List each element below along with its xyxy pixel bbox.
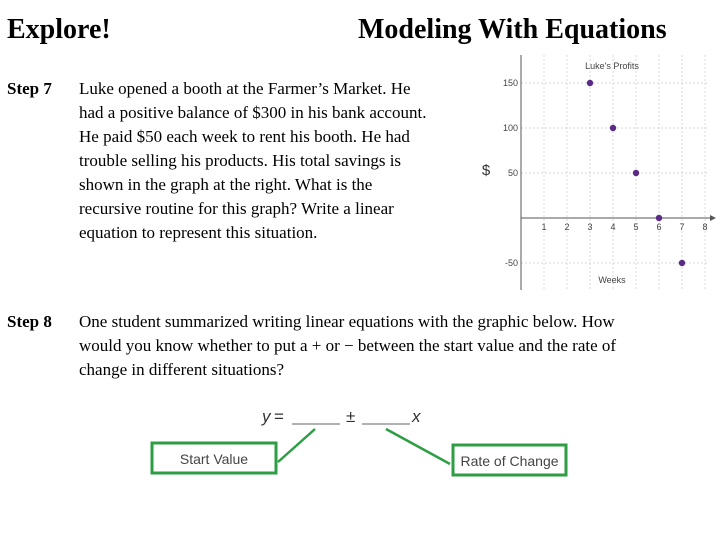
step8-line: would you know whether to put a + or − between the start value and the rate of: [79, 336, 617, 355]
x-tick-label: 1: [541, 222, 547, 232]
step7-line: shown in the graph at the right. What is the: [79, 175, 373, 194]
x-axis-arrow: [710, 215, 716, 221]
data-point: [587, 80, 593, 86]
y-tick-label: 50: [507, 168, 518, 178]
x-tick-label: 4: [610, 222, 616, 232]
step7-line: He paid $50 each week to rent his booth. He had: [79, 127, 410, 146]
y-tick-label: 150: [502, 78, 518, 88]
step8-line: change in different situations?: [79, 360, 285, 379]
step7-text: [79, 77, 499, 245]
x-tick-label: 7: [679, 222, 685, 232]
data-point: [656, 215, 662, 221]
chart-title: Luke's Profits: [585, 61, 639, 71]
step7-line: trouble selling his products. His total savings is: [79, 151, 402, 170]
x-tick-label: 8: [702, 222, 708, 232]
step7-label: Step 7: [7, 79, 52, 98]
data-point: [679, 260, 685, 266]
x-tick-label: 3: [587, 222, 593, 232]
step8-text: [79, 310, 719, 382]
step7-line: recursive routine for this graph? Write a linear: [79, 199, 394, 218]
x-tick-label: 2: [564, 222, 570, 232]
page-title: Modeling With Equations: [358, 14, 667, 45]
equation-equals: =: [274, 407, 284, 426]
y-tick-label: -50: [504, 258, 518, 268]
start-value-label: Start Value: [179, 451, 249, 467]
step7-line: had a positive balance of $300 in his bank account.: [79, 103, 427, 122]
explore-heading: Explore!: [7, 14, 111, 45]
equation-x: x: [412, 407, 421, 426]
y-tick-label: 100: [502, 123, 518, 133]
step8-label: Step 8: [7, 312, 52, 331]
step7-line: Luke opened a booth at the Farmer’s Market. He: [79, 79, 411, 98]
rate-connector: [386, 429, 450, 464]
step8-line: One student summarized writing linear equations with the graphic below. How: [79, 312, 615, 331]
x-tick-label: 6: [656, 222, 662, 232]
rate-of-change-label: Rate of Change: [460, 453, 559, 469]
chart-ylabel: $: [481, 162, 491, 179]
step7-line: equation to represent this situation.: [79, 223, 318, 242]
x-tick-label: 5: [633, 222, 639, 232]
chart-xlabel: Weeks: [598, 275, 626, 285]
data-point: [610, 125, 616, 131]
linear-equation-graphic: [140, 400, 580, 490]
equation-plus-minus: ±: [346, 407, 356, 426]
profits-chart: [472, 55, 718, 290]
start-connector: [278, 429, 315, 462]
equation-y: y: [262, 407, 271, 426]
data-point: [633, 170, 639, 176]
